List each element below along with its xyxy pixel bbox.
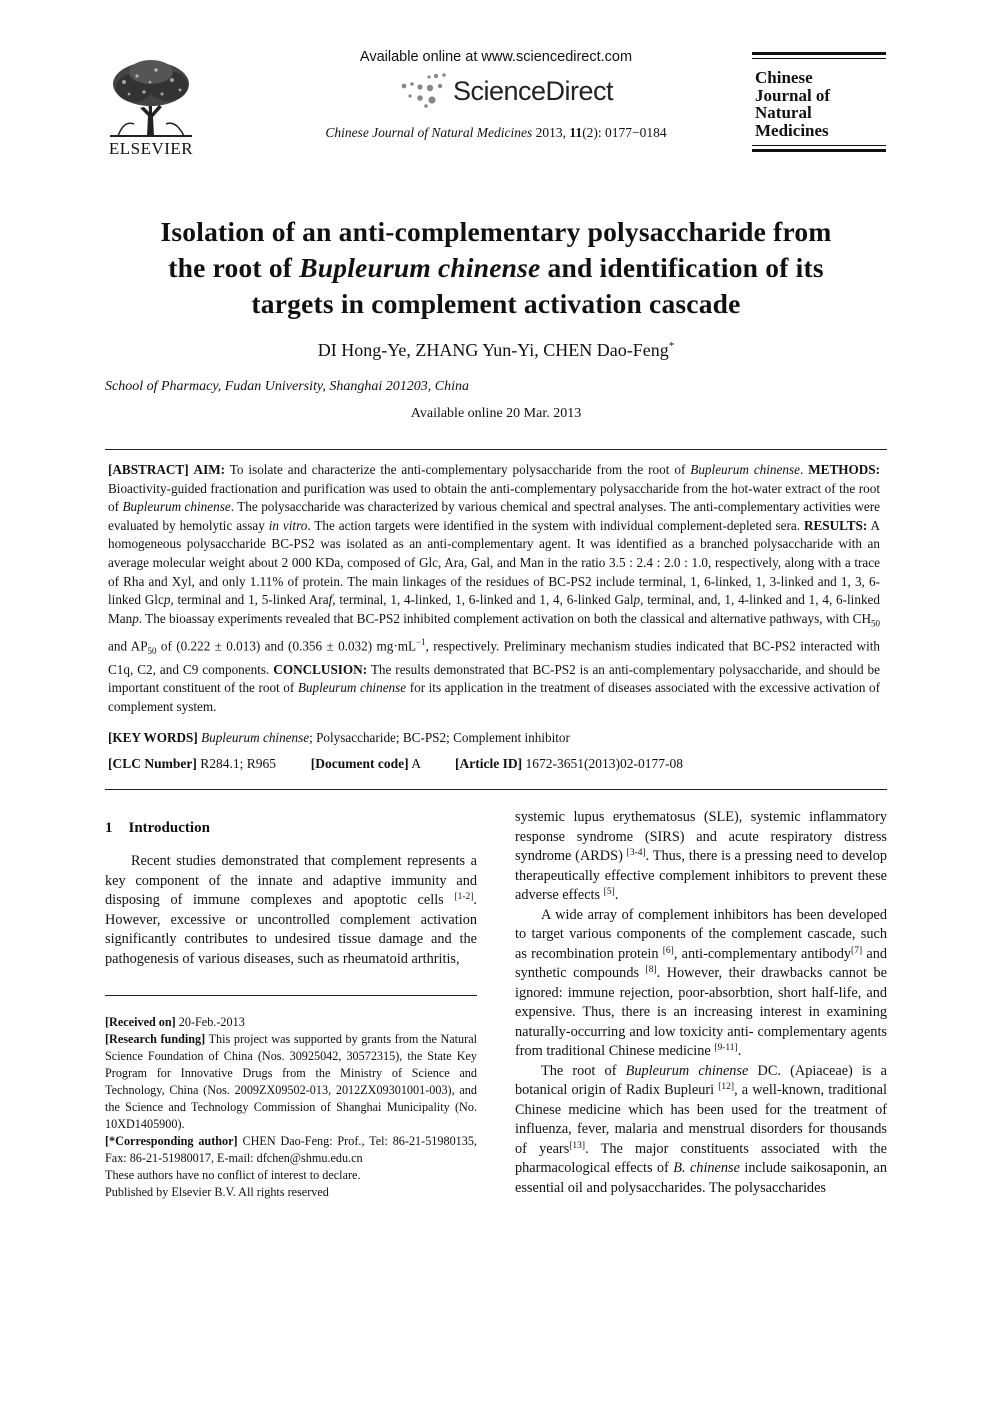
sciencedirect-dots-icon bbox=[396, 70, 452, 110]
paragraph-text: . bbox=[614, 887, 619, 903]
keyword-list: ; Polysaccharide; BC-PS2; Complement inhibitor bbox=[309, 730, 570, 745]
species-name: B. chinense bbox=[673, 1160, 740, 1176]
journal-rule-top-thick bbox=[752, 52, 886, 55]
paragraph-text: include saikosaponin, an essential oil and polysaccharides. The polysaccharides bbox=[515, 1160, 887, 1196]
paragraph-text: . Thus, there is a pressing need to develop therapeutically effective complement inhibitors to prevent these adverse effects bbox=[515, 848, 887, 903]
ring-form: p bbox=[132, 610, 139, 626]
abstract-label: [ABSTRACT] bbox=[108, 462, 189, 477]
section-number: 1 bbox=[105, 820, 113, 836]
species-name: Bupleurum chinense bbox=[625, 1062, 749, 1079]
title-line bbox=[96, 250, 896, 286]
results-text: , terminal, 1, 4-linked, 1, 6-linked and 1, 4, 6-linked Gal bbox=[332, 592, 634, 608]
citation-ref[interactable]: [12] bbox=[718, 1082, 735, 1092]
corresponding-text[interactable]: CHEN Dao-Feng: Prof., Tel: 86-21-51980135, Fax: 86-21-51980017, E-mail: dfchen@shmu.edu.cn bbox=[105, 1134, 477, 1165]
ch50-subscript: 50 bbox=[871, 618, 880, 629]
right-column bbox=[515, 808, 887, 1198]
title-text: the root of bbox=[168, 252, 300, 283]
methods-text: Bioactivity-guided fractionation and purification was used to obtain the anti-complementary polysaccharide from the hot-water extract of the root of bbox=[108, 480, 880, 515]
funding-note bbox=[105, 1031, 477, 1133]
results-text: , terminal and 1, 5-linked Ara bbox=[170, 592, 329, 608]
paragraph-text: . bbox=[737, 1043, 742, 1059]
citation-volume: 11 bbox=[569, 125, 583, 140]
journal-rule-bottom-thick bbox=[752, 149, 886, 152]
conclusion-text: The results demonstrated that BC-PS2 is an anti-complementary polysaccharide, and should be important constituent of the root of bbox=[108, 661, 880, 696]
left-column bbox=[105, 852, 477, 969]
keywords bbox=[108, 730, 880, 746]
paragraph-text: , a well-known, traditional Chinese medicine which has been used for the treatment of influenza, fever, malaria and menstrual disorders for thousands of years bbox=[515, 1082, 887, 1157]
species-name: Bupleurum chinense bbox=[122, 499, 231, 515]
title-text: and identification of its bbox=[540, 252, 824, 283]
publisher-name: ELSEVIER bbox=[108, 139, 194, 158]
sciencedirect-logo bbox=[396, 70, 636, 114]
ap50-subscript: 50 bbox=[147, 646, 157, 657]
received-note bbox=[105, 1014, 477, 1031]
received-label: [Received on] bbox=[105, 1015, 176, 1029]
publisher-note: Published by Elsevier B.V. All rights reserved bbox=[105, 1185, 329, 1199]
intro-paragraph bbox=[105, 852, 477, 969]
title-line: Isolation of an anti-complementary polysaccharide from bbox=[160, 216, 832, 247]
results-text: and AP bbox=[108, 638, 148, 654]
ring-form: p bbox=[163, 592, 171, 608]
species-name: Bupleurum chinense bbox=[690, 462, 800, 477]
citation-year: 2013, bbox=[535, 125, 567, 140]
aim-label: AIM: bbox=[193, 462, 226, 477]
results-text: , terminal, and, 1, 4-linked and 1, 4, 6-linked Man bbox=[108, 592, 880, 626]
methods-text: . The polysaccharide was characterized by various chemical and spectral analyses. The anti-complementary activities were evaluated by hemolytic assay bbox=[108, 499, 881, 533]
journal-rule-bottom-thin bbox=[752, 145, 886, 146]
citation-ref[interactable]: [6] bbox=[662, 945, 674, 956]
paragraph-text: . However, their drawbacks cannot be ignored: immune rejection, poor-absorbtion, short half-life, and expensive. Thus, there is an increasing interest in examining naturally-occurring and low toxicity anti- complementary agents from traditional Chinese medicine bbox=[515, 965, 888, 1059]
conclusion-text: for its application in the treatment of diseases associated with the excessive activation of complement system. bbox=[108, 680, 880, 714]
journal-rule-top-thin bbox=[752, 58, 886, 59]
keywords-label: [KEY WORDS] bbox=[108, 730, 198, 745]
journal-title-line: Journal of bbox=[755, 85, 831, 105]
paragraph-text: A wide array of complement inhibitors has been developed to target various components of the complement cascade, such as recombination protein bbox=[515, 906, 887, 962]
keyword-species: Bupleurum chinense bbox=[201, 730, 310, 745]
paragraph-text: The root of bbox=[541, 1062, 617, 1079]
classification-line bbox=[108, 756, 683, 772]
citation-ref[interactable]: [5] bbox=[603, 887, 615, 897]
results-text: . The bioassay experiments revealed that BC-PS2 inhibited complement activation on both the classical and alternative pathways, with CH bbox=[138, 610, 871, 626]
ring-form: p bbox=[633, 592, 641, 608]
author-list bbox=[0, 340, 992, 361]
citation-ref[interactable]: [7] bbox=[851, 945, 863, 956]
received-date: 20-Feb.-2013 bbox=[178, 1015, 245, 1029]
abstract-rule-top bbox=[105, 449, 887, 450]
article-id-label: [Article ID] bbox=[455, 756, 523, 771]
clc-label: [CLC Number] bbox=[108, 756, 197, 771]
citation-ref[interactable]: [13] bbox=[569, 1140, 586, 1151]
authors: DI Hong-Ye, ZHANG Yun-Yi, CHEN Dao-Feng bbox=[317, 340, 669, 360]
affiliation: School of Pharmacy, Fudan University, Shanghai 201203, China bbox=[105, 379, 469, 394]
abstract bbox=[108, 461, 880, 716]
article-id: 1672-3651(2013)02-0177-08 bbox=[525, 756, 683, 771]
paragraph-text: , anti-complementary antibody bbox=[673, 945, 852, 962]
abstract-rule-bottom bbox=[105, 789, 887, 790]
citation-journal: Chinese Journal of Natural Medicines bbox=[325, 125, 533, 140]
paragraph-text: DC. (Apiaceae) is a botanical origin of Radix Bupleuri bbox=[515, 1062, 887, 1098]
corresponding-mark: * bbox=[668, 340, 675, 352]
results-label: RESULTS: bbox=[803, 517, 868, 533]
clc-number: R284.1; R965 bbox=[200, 756, 277, 771]
title-line: targets in complement activation cascade bbox=[251, 288, 741, 319]
journal-title-line: Chinese bbox=[755, 68, 813, 87]
results-text: A homogeneous polysaccharide BC-PS2 was isolated as an anti-complementary agent. It was identified as a branched polysaccharide with an average molecular weight about 2 000 KDa, composed of Glc, Ara, Gal, and Man in the ratio 3.5 : 2.4 : 2.0 : 1.0, respectively, along with a trace of Rha and Xyl, and only 1.11% of protein. The main linkages of the residues of BC-PS2 include terminal, 1, 6-linked, 1, 3-linked and 1, 3, 6-linked Glc bbox=[108, 517, 880, 608]
journal-title-block bbox=[755, 69, 885, 139]
journal-title-line: Natural bbox=[755, 103, 812, 122]
section-heading bbox=[105, 820, 210, 837]
conflict-note: These authors have no conflict of interest to declare. bbox=[105, 1168, 361, 1182]
sciencedirect-wordmark: ScienceDirect bbox=[453, 76, 614, 106]
citation-ref[interactable]: [1-2] bbox=[454, 892, 474, 902]
citation-ref[interactable]: [8] bbox=[645, 965, 657, 975]
intro-paragraph bbox=[515, 1062, 887, 1199]
paragraph-text: and synthetic compounds bbox=[515, 945, 887, 981]
corresponding-note bbox=[105, 1133, 477, 1167]
journal-title-line: Medicines bbox=[755, 120, 829, 140]
ring-form: f bbox=[328, 592, 333, 608]
corresponding-label: [*Corresponding author] bbox=[105, 1134, 238, 1148]
available-online-notice[interactable]: Available online at www.sciencedirect.com bbox=[359, 49, 633, 65]
in-vitro-term: in vitro bbox=[268, 517, 308, 533]
aim-text: To isolate and characterize the anti-complementary polysaccharide from the root of bbox=[229, 462, 686, 477]
abstract-body: [ABSTRACT] AIM: To isolate and characterize the anti-complementary polysaccharide from the root of Bupleurum chinense. METHODS: Bioactivity-guided fractionation and purification was used to obtain the anti-complementary polysaccharide from the hot-water extract of the root of Bupleurum chinense. The polysaccharide was characterized by various chemical and spectral analyses. The anti-complementary activities were evaluated by hemolytic assay in vitro. The action targets were identified in the system with individual complement-depleted sera. RESULTS: A homogeneous polysaccharide BC-PS2 was isolated as an anti-complementary agent. It was identified as a branched polysaccharide with an average molecular weight about 2 000 KDa, composed of Glc, Ara, Gal, and Man in the ratio 3.5 : 2.4 : 2.0 : 1.0, respectively, along with a trace of Rha and Xyl, and only 1.11% of protein. The main linkages of the residues of BC-PS2 include terminal, 1, 6-linked, 1, 3-linked and 1, 3, 6-linked Glcp, terminal and 1, 5-linked Araf, terminal, 1, 4-linked, 1, 6-linked and 1, 4, 6-linked Galp, terminal, and, 1, 4-linked and 1, 4, 6-linked Manp. The bioassay experiments revealed that BC-PS2 inhibited complement activation on both the classical and alternative pathways, with $CH_{50}$ and $AP_{50}$ of (0.222 ± 0.013) and (0.356 ± 0.032) $mg\cdot mL^{-1}$, respectively. Preliminary mechanism studies indicated that BC-PS2 interacted with C1q, C2, and C9 components. CONCLUSION: The results demonstrated that BC-PS2 is an anti-complementary polysaccharide, and should be important constituent of the root of Bupleurum chinense for its application in the treatment of diseases associated with the excessive activation of complement system. bbox=[108, 462, 881, 714]
citation-ref[interactable]: [9-11] bbox=[714, 1043, 738, 1053]
footnotes bbox=[105, 1014, 477, 1201]
conclusion-label: CONCLUSION: bbox=[273, 661, 368, 677]
intro-paragraph-continued bbox=[515, 808, 887, 906]
citation-issue-pages: (2): 0177−0184 bbox=[582, 125, 667, 140]
results-text: , respectively. Preliminary mechanism studies indicated that BC-PS2 interacted with C1q, C2, and C9 components. bbox=[108, 638, 881, 677]
paragraph-text: systemic lupus erythematosus (SLE), systemic inflammatory response syndrome (SIRS) and acute respiratory distress syndrome (ARDS) bbox=[515, 809, 887, 864]
methods-label: METHODS: bbox=[808, 462, 881, 477]
section-title: Introduction bbox=[128, 820, 210, 836]
unit-superscript: −1 bbox=[416, 636, 426, 647]
paragraph-text: . The major constituents associated with the pharmacological effects of bbox=[515, 1140, 887, 1176]
results-text: of (0.222 ± 0.013) and (0.356 ± 0.032) mg·mL bbox=[156, 638, 417, 654]
funding-label: [Research funding] bbox=[105, 1032, 206, 1046]
doc-code-label: [Document code] bbox=[310, 756, 409, 771]
intro-paragraph bbox=[515, 906, 887, 1062]
title-species: Bupleurum chinense bbox=[299, 252, 541, 283]
methods-text: . The action targets were identified in the system with individual complement-depleted sera. bbox=[307, 517, 801, 533]
citation-ref[interactable]: [3-4] bbox=[626, 848, 646, 858]
available-date: Available online 20 Mar. 2013 bbox=[410, 406, 582, 421]
paragraph-text: Recent studies demonstrated that complement represents a key component of the innate and adaptive immunity and disposing of immune complexes and apoptotic cells bbox=[105, 853, 477, 908]
doc-code: A bbox=[411, 756, 421, 771]
footnote-rule bbox=[105, 995, 477, 996]
funding-text: This project was supported by grants from the Natural Science Foundation of China (Nos. 30925042, 30572315), the State Key Program for Innovative Drugs from the Ministry of Science and Technology, China (Nos. 2009ZX09502-013, 2012ZX09301001-003), and the Science and Technology Commission of Shanghai Municipality (No. 10XD1405900). bbox=[105, 1032, 478, 1131]
species-name: Bupleurum chinense bbox=[297, 680, 407, 696]
article-title bbox=[96, 214, 896, 322]
paragraph-text: . However, excessive or uncontrolled complement activation significantly contributes to undesired tissue damage and the pathogenesis of various diseases, such as rheumatoid arthritis, bbox=[105, 892, 477, 967]
